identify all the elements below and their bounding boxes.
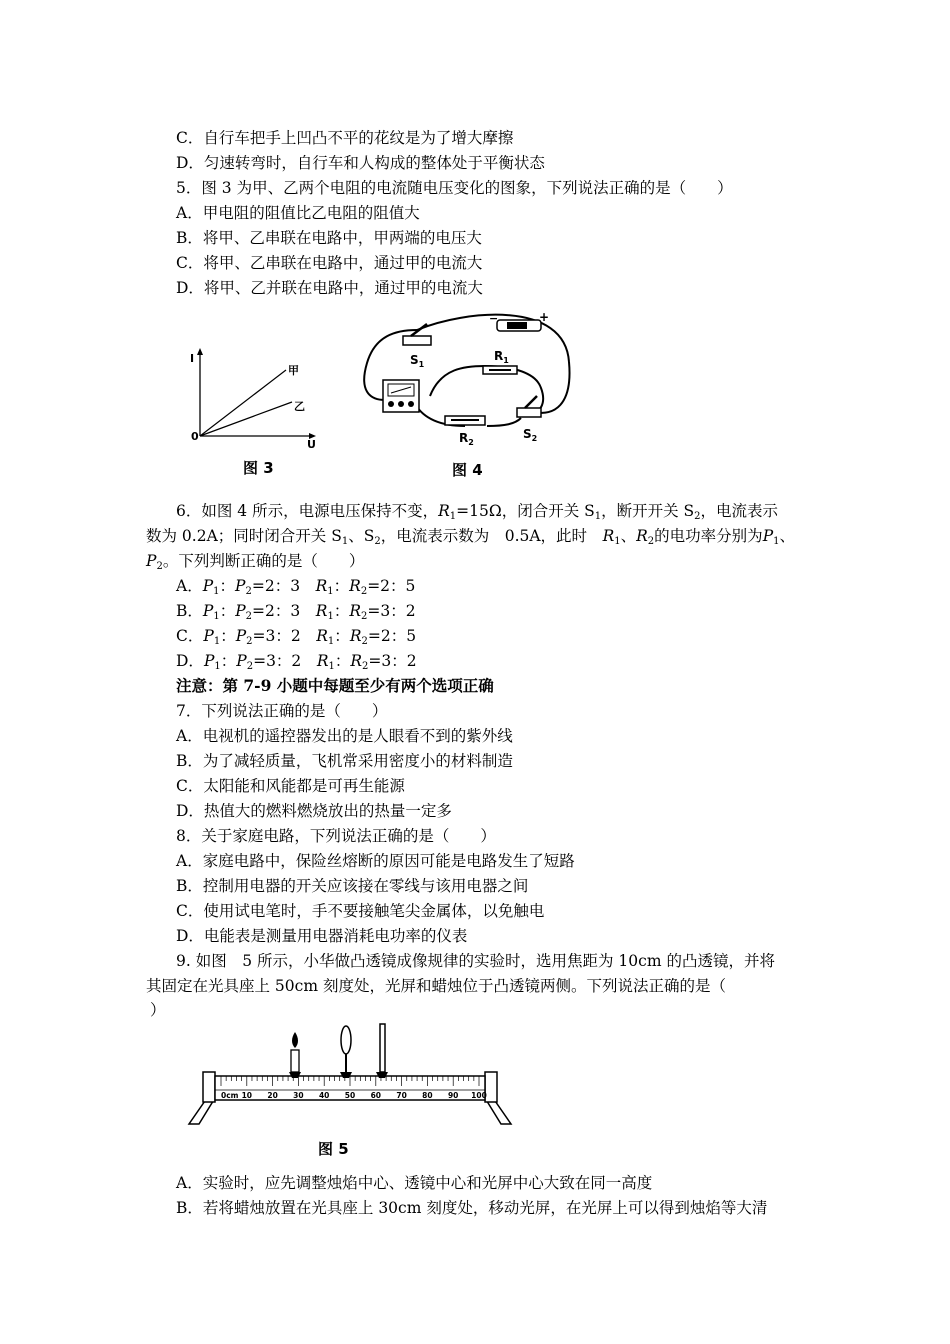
q8-option-a: A．家庭电路中，保险丝熔断的原因可能是电路发生了短路 — [176, 852, 575, 870]
candle — [289, 1032, 301, 1078]
q9-line-3: ） — [150, 1001, 166, 1019]
q5-option-b: B．将甲、乙串联在电路中，甲两端的电压大 — [176, 229, 482, 247]
figure-5-optical-bench — [185, 1020, 515, 1132]
q6-option-d: D．$P_1$：$P_2=3$：2 $R_1$：$R_2=3$：2 — [176, 652, 417, 672]
light-screen — [376, 1024, 388, 1078]
fig3-line-yi: 乙 — [294, 400, 305, 413]
q9-option-b: B．若将蜡烛放置在光具座上 30cm 刻度处，移动光屏，在光屏上可以得到烛焰等大清 — [176, 1199, 768, 1217]
fig4-r1-label: $R_1$ — [494, 349, 509, 365]
q6-option-b: B．$P_1$：$P_2=2$：3 $R_1$：$R_2=3$：2 — [176, 602, 416, 622]
figure-4-circuit — [355, 308, 580, 458]
q8-stem: 8．关于家庭电路，下列说法正确的是（ ） — [176, 827, 496, 845]
fig4-r2-label: $R_2$ — [459, 431, 474, 447]
q9-option-a: A．实验时，应先调整烛焰中心、透镜中心和光屏中心大致在同一高度 — [176, 1174, 653, 1192]
figure-4-caption: 图 4 — [452, 461, 483, 479]
q5-option-a: A．甲电阻的阻值比乙电阻的阻值大 — [176, 204, 420, 222]
q6-line-1: 6．如图 4 所示，电源电压保持不变，$R_1=15\Omega$，闭合开关 $S_1$，断开开关 $S_2$，电流表示 — [176, 502, 779, 522]
fig4-s2-label: $S_2$ — [523, 427, 538, 443]
q7-option-a: A．电视机的遥控器发出的是人眼看不到的紫外线 — [176, 727, 513, 745]
q8-option-b: B．控制用电器的开关应该接在零线与该用电器之间 — [176, 877, 529, 895]
ruler-label: 30 — [293, 1091, 304, 1100]
ruler-label: 80 — [422, 1091, 433, 1100]
ruler-label: 10 — [241, 1091, 253, 1100]
note-multiple-answers: 注意：第 7-9 小题中每题至少有两个选项正确 — [176, 676, 494, 695]
ruler-label: 70 — [396, 1091, 407, 1100]
q7-option-c: C．太阳能和风能都是可再生能源 — [176, 777, 405, 795]
q4-option-c: C．自行车把手上凹凸不平的花纹是为了增大摩擦 — [176, 129, 514, 147]
ruler-label: 60 — [370, 1091, 382, 1100]
fig4-s1-label: $S_1$ — [410, 353, 425, 369]
fig3-x-label: U — [307, 438, 316, 450]
ruler-label: 90 — [447, 1091, 459, 1100]
convex-lens — [340, 1026, 352, 1078]
ruler-label: 100 — [471, 1091, 487, 1100]
ruler-label: 20 — [267, 1091, 278, 1100]
q7-option-b: B．为了减轻质量，飞机常采用密度小的材料制造 — [176, 752, 513, 770]
fig4-battery-minus: − — [489, 312, 499, 325]
q7-stem: 7．下列说法正确的是（ ） — [176, 702, 388, 720]
fig3-origin: 0 — [191, 430, 199, 443]
q9-line-2: 其固定在光具座上 50cm 刻度处，光屏和蜡烛位于凸透镜两侧。下列说法正确的是（ — [146, 977, 726, 995]
figure-3-caption: 图 3 — [243, 459, 274, 477]
q8-option-d: D．电能表是测量用电器消耗电功率的仪表 — [176, 927, 468, 945]
q6-option-c: C．$P_1$：$P_2=3$：2 $R_1$：$R_2=2$：5 — [176, 627, 417, 647]
q5-option-d: D．将甲、乙并联在电路中，通过甲的电流大 — [176, 279, 483, 297]
q5-stem: 5．图 3 为甲、乙两个电阻的电流随电压变化的图象，下列说法正确的是（ ） — [176, 179, 733, 197]
ruler-label: 0cm — [221, 1091, 239, 1100]
q5-option-c: C．将甲、乙串联在电路中，通过甲的电流大 — [176, 254, 483, 272]
q6-line-2: 数为 0.2A；同时闭合开关 $S_1$、$S_2$，电流表示数为 0.5A，此时 $R_1$、$R_2$的电功率分别为$P_1$、 — [146, 527, 796, 547]
q4-option-d: D．匀速转弯时，自行车和人构成的整体处于平衡状态 — [176, 154, 545, 172]
q7-option-d: D．热值大的燃料燃烧放出的热量一定多 — [176, 802, 452, 820]
ruler-label: 50 — [344, 1091, 356, 1100]
q8-option-c: C．使用试电笔时，手不要接触笔尖金属体，以免触电 — [176, 902, 545, 920]
q6-option-a: A．$P_1$：$P_2=2$：3 $R_1$：$R_2=2$：5 — [176, 577, 416, 597]
q6-line-3: $P_2$。下列判断正确的是（ ） — [146, 552, 365, 572]
fig4-battery-plus: + — [539, 310, 550, 324]
q9-line-1: 9. 如图 5 所示，小华做凸透镜成像规律的实验时，选用焦距为 10cm 的凸透镜，并将 — [176, 952, 775, 970]
figure-5-caption: 图 5 — [318, 1140, 349, 1158]
ruler-label: 40 — [318, 1091, 330, 1100]
fig3-line-jia: 甲 — [288, 364, 299, 377]
figure-3-iu-graph — [180, 340, 330, 450]
fig3-y-label: I — [190, 352, 195, 365]
